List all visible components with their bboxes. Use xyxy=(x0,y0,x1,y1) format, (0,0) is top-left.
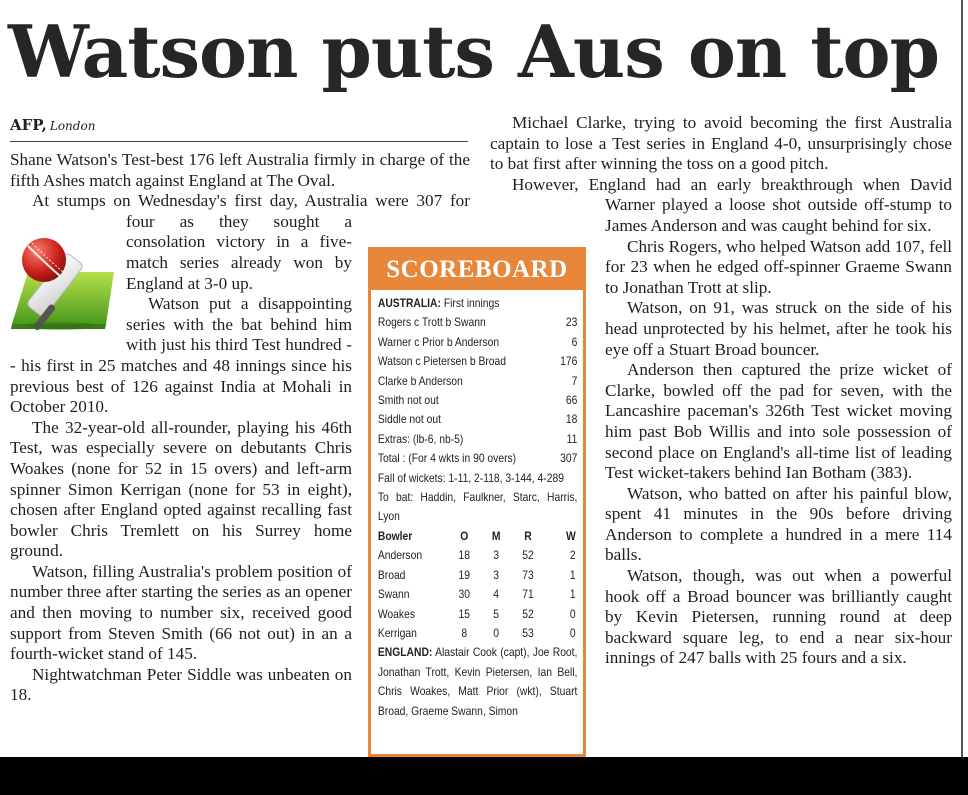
byline-agency: AFP, xyxy=(10,116,47,134)
innings-team: AUSTRALIA: xyxy=(377,296,441,310)
innings-heading xyxy=(378,294,578,313)
paragraph: Watson, filling Australia's problem position of number three after starting the series as an opener and then moving to number six, received good support from Steven Smith (66 not out) in an a fourth-wicket stand of 145. xyxy=(10,561,352,664)
extras-label: Extras: (lb-6, nb-5) xyxy=(377,431,464,446)
batting-row xyxy=(378,313,578,332)
cricket-bat-and-ball-icon xyxy=(10,232,122,334)
paragraph: Nightwatchman Peter Siddle was unbeaten on 18. xyxy=(10,664,352,705)
paragraph: Watson, though, was out when a powerful hook off a Broad bouncer was brilliantly caught by Kevin Pietersen, running round at deep backward square leg, to end a near six-hour innings of 247 balls with 25 fours and a six. xyxy=(605,566,952,668)
batsman: Smith not out xyxy=(377,393,439,408)
paragraph: At stumps on Wednesday's first day, Australia were 307 for four as they sought a consolation victory in a five-match series already won by England at 3-0 up. xyxy=(32,191,470,293)
runs: 18 xyxy=(565,412,578,427)
header-bowler: Bowler xyxy=(377,528,413,543)
scoreboard-title: SCOREBOARD xyxy=(371,250,583,290)
england-label: ENGLAND: xyxy=(377,645,433,660)
runs: 11 xyxy=(566,431,578,446)
bowling-row xyxy=(378,624,578,643)
runs: 307 xyxy=(560,451,578,466)
runs: 7 xyxy=(571,373,578,388)
bowling-row xyxy=(378,605,578,624)
header-overs: O xyxy=(460,528,469,543)
runs-conceded: 53 xyxy=(522,625,534,640)
runs-conceded: 73 xyxy=(522,567,534,582)
maidens: 5 xyxy=(493,606,500,621)
batsman: Siddle not out xyxy=(377,412,441,427)
batting-row xyxy=(378,391,578,410)
batsman: Watson c Pietersen b Broad xyxy=(377,354,506,369)
wickets: 0 xyxy=(569,606,576,621)
scoreboard-box xyxy=(368,247,586,757)
england-players: Alastair Cook (capt), Joe Root, Jonathan Trott, Kevin Pietersen, Ian Bell, Chris Woakes, Matt Prior (wkt), Stuart Broad, Graeme Swann, Simon xyxy=(377,645,578,718)
overs: 19 xyxy=(458,567,471,582)
paragraph: Watson, who batted on after his painful blow, spent 41 minutes in the 90s before driving Anderson to complete a hundred in a mere 114 balls. xyxy=(605,483,952,565)
header-runs: R xyxy=(524,528,532,543)
paragraph: Chris Rogers, who helped Watson add 107, fell for 23 when he edged off-spinner Graeme Swann to Jonathan Trott at slip. xyxy=(605,236,952,297)
wickets: 0 xyxy=(569,625,576,640)
runs: 176 xyxy=(560,354,578,369)
overs: 8 xyxy=(461,625,468,640)
runs-conceded: 52 xyxy=(522,548,534,563)
header-maidens: M xyxy=(491,528,501,543)
paragraph: Michael Clarke, trying to avoid becoming the first Australia captain to lose a Test series in England 4-0, unsurprisingly chose to bat first after winning the toss on a good pitch. xyxy=(490,113,952,174)
byline-place: London xyxy=(49,119,96,133)
overs: 30 xyxy=(458,587,471,602)
paragraph: The 32-year-old all-rounder, playing his 46th Test, was especially severe on debutants Chris Woakes (none for 52 in 15 overs) and left-arm spinner Simon Kerrigan (none for 53 in eight), chosen after England opted against recalling fast bowler Chris Tremlett on his Surrey home ground. xyxy=(10,417,352,561)
overs: 18 xyxy=(458,548,471,563)
bowler: Broad xyxy=(377,567,406,582)
runs-conceded: 52 xyxy=(522,606,534,621)
column-rule xyxy=(961,0,963,757)
byline xyxy=(10,116,468,142)
wickets: 1 xyxy=(569,567,576,582)
batting-row xyxy=(378,352,578,371)
runs: 23 xyxy=(565,315,578,330)
bowler: Kerrigan xyxy=(377,625,417,640)
batsman: Warner c Prior b Anderson xyxy=(377,334,500,349)
maidens: 0 xyxy=(493,625,500,640)
batsman: Clarke b Anderson xyxy=(377,373,463,388)
bowling-row xyxy=(378,585,578,604)
batsman: Rogers c Trott b Swann xyxy=(377,315,486,330)
paragraph: However, England had an early breakthrough when David Warner played a loose shot outside off-stump to James Anderson and was caught behind for six. xyxy=(512,174,952,235)
fall-of-wickets: Fall of wickets: 1-11, 2-118, 3-144, 4-289 xyxy=(377,470,564,485)
bowler: Anderson xyxy=(377,548,423,563)
bottom-black-bar xyxy=(0,757,968,795)
maidens: 3 xyxy=(493,567,500,582)
runs: 66 xyxy=(565,393,578,408)
paragraph: Watson, on 91, was struck on the side of his head unprotected by his helmet, after he took his eye off a Stuart Broad bouncer. xyxy=(605,298,952,359)
maidens: 4 xyxy=(493,587,500,602)
wickets: 1 xyxy=(569,587,576,602)
to-bat: To bat: Haddin, Faulkner, Starc, Harris, Lyon xyxy=(377,490,578,524)
batting-row xyxy=(378,372,578,391)
header-wickets: W xyxy=(565,528,576,543)
paragraph: Watson put a disappointing series with the bat behind him with just his third Test hundred -- his first in 25 matches and 48 innings since his previous best of 126 against India at Mohali in October 2010. xyxy=(10,294,352,417)
headline: Watson puts Aus on top xyxy=(8,9,939,94)
bowling-header-row xyxy=(378,527,578,546)
maidens: 3 xyxy=(493,548,500,563)
bowler: Swann xyxy=(377,587,410,602)
runs: 6 xyxy=(571,334,578,349)
extras-row xyxy=(378,430,578,449)
bowler: Woakes xyxy=(377,606,415,621)
runs-conceded: 71 xyxy=(522,587,534,602)
wickets: 2 xyxy=(569,548,576,563)
bowling-row xyxy=(378,566,578,585)
total-label: Total : (For 4 wkts in 90 overs) xyxy=(377,451,517,466)
england-team xyxy=(378,643,578,721)
innings-label: First innings xyxy=(443,296,500,310)
batting-row xyxy=(378,410,578,429)
paragraph: Shane Watson's Test-best 176 left Australia firmly in charge of the fifth Ashes match against England at The Oval. xyxy=(10,150,470,190)
overs: 15 xyxy=(458,606,471,621)
batting-row xyxy=(378,333,578,352)
total-row xyxy=(378,449,578,468)
bowling-row xyxy=(378,546,578,565)
paragraph: Anderson then captured the prize wicket of Clarke, bowled off the pad for seven, with the Lancashire paceman's 326th Test wicket moving him past Bob Willis and into sole possession of second place on England's all-time list of leading Test wicket-takers behind Ian Botham (383). xyxy=(605,360,952,483)
scoreboard-body xyxy=(371,290,584,721)
